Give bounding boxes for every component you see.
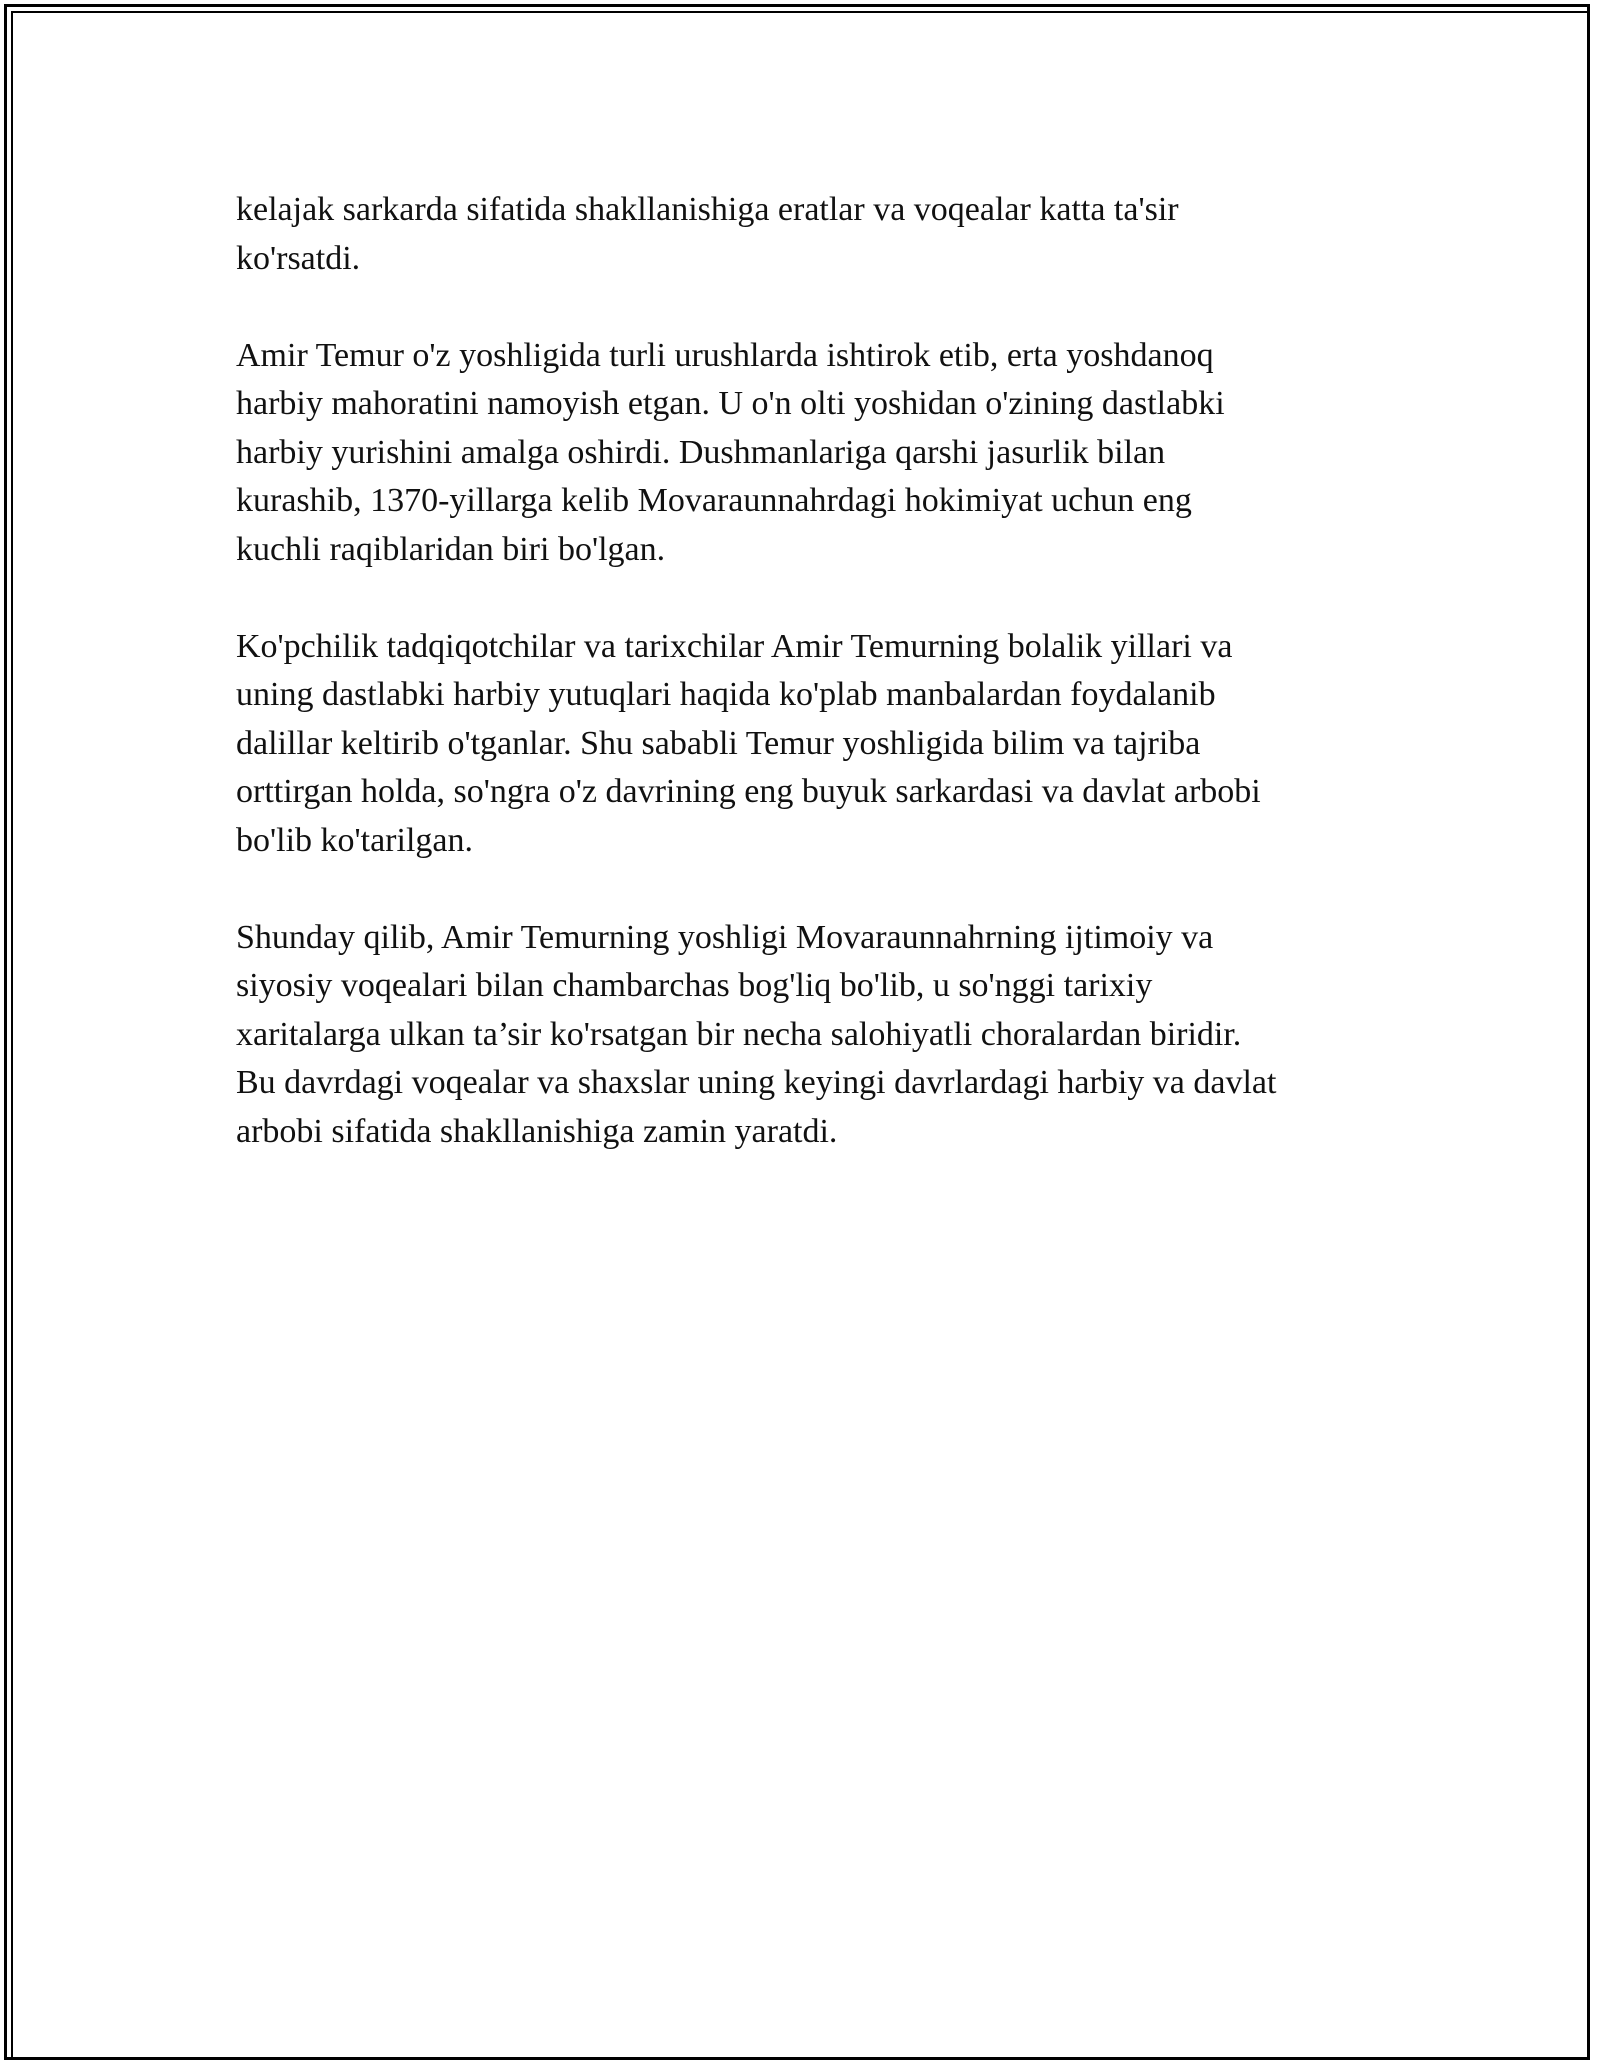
text-line: harbiy mahoratini namoyish etgan. U o'n olti yoshidan o'zining dastlabki <box>236 385 1225 422</box>
text-line: uning dastlabki harbiy yutuqlari haqida ko'plab manbalardan foydalanib <box>236 676 1216 713</box>
text-line: kuchli raqiblaridan biri bo'lgan. <box>236 530 666 568</box>
text-line: kurashib, 1370-yillarga kelib Movaraunnahrdagi hokimiyat uchun eng <box>236 482 1192 519</box>
text-line: siyosiy voqealari bilan chambarchas bog'liq bo'lib, u so'nggi tarixiy <box>236 967 1153 1004</box>
paragraph-2 <box>236 332 1376 575</box>
paragraph-3 <box>236 623 1376 866</box>
text-line: Ko'pchilik tadqiqotchilar va tarixchilar Amir Temurning bolalik yillari va <box>236 627 1233 665</box>
text-line: Bu davrdagi voqealar va shaxslar uning keyingi davrlardagi harbiy va davlat <box>236 1064 1277 1101</box>
text-line: xaritalarga ulkan ta’sir ko'rsatgan bir necha salohiyatli choralardan biridir. <box>236 1015 1242 1053</box>
text-line: kelajak sarkarda sifatida shakllanishiga eratlar va voqealar katta ta'sir <box>236 191 1179 228</box>
paragraph-1 <box>236 186 1376 283</box>
text-line: arbobi sifatida shakllanishiga zamin yaratdi. <box>236 1112 838 1150</box>
text-line: bo'lib ko'tarilgan. <box>236 821 473 859</box>
text-line: ko'rsatdi. <box>236 239 361 277</box>
text-line: Shunday qilib, Amir Temurning yoshligi Movaraunnahrning ijtimoiy va <box>236 918 1214 956</box>
text-line: dalillar keltirib o'tganlar. Shu sababli Temur yoshligida bilim va tajriba <box>236 724 1201 762</box>
paragraph-4 <box>236 914 1376 1157</box>
document-body <box>236 186 1376 1205</box>
text-line: orttirgan holda, so'ngra o'z davrining eng buyuk sarkardasi va davlat arbobi <box>236 773 1261 810</box>
text-line: Amir Temur o'z yoshligida turli urushlarda ishtirok etib, erta yoshdanoq <box>236 336 1214 374</box>
text-line: harbiy yurishini amalga oshirdi. Dushmanlariga qarshi jasurlik bilan <box>236 433 1166 471</box>
